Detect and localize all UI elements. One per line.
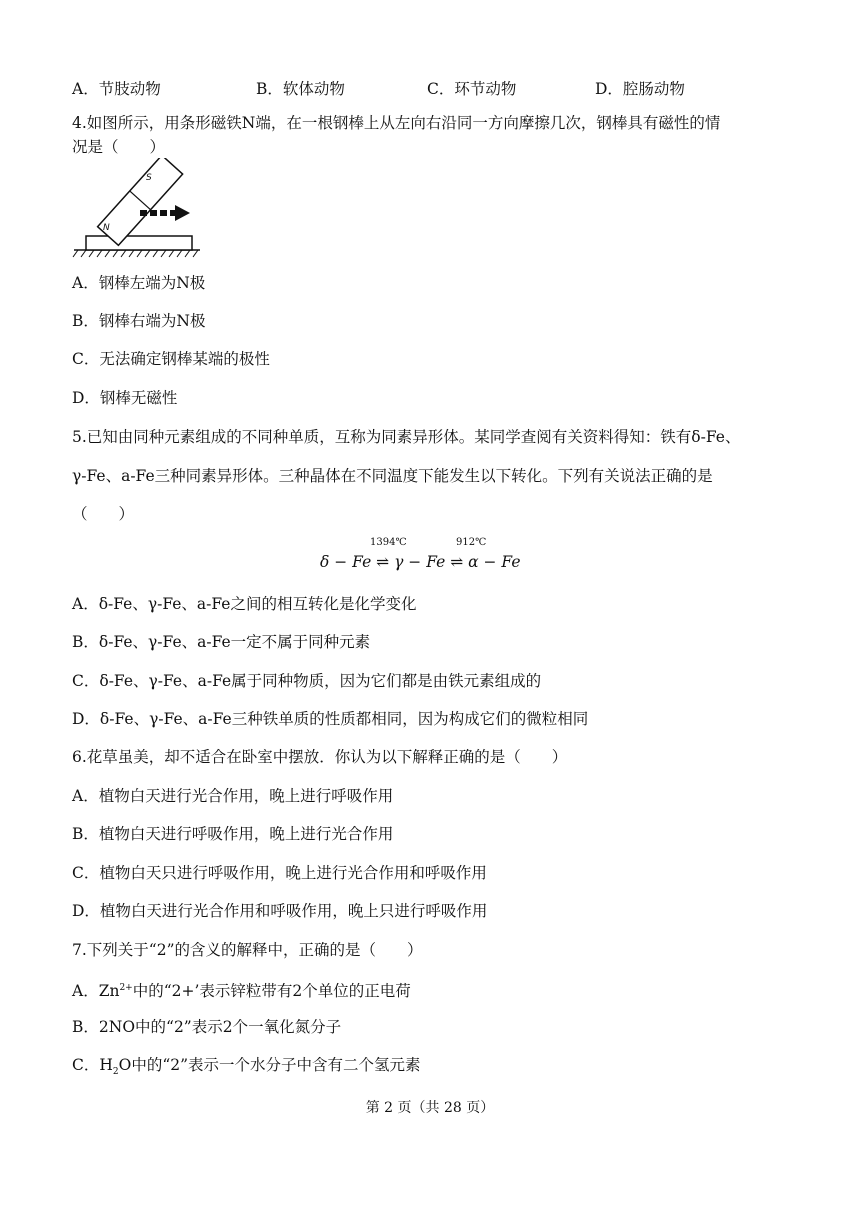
- formula-text: δ − Fe ⇌ γ − Fe ⇌ α − Fe: [320, 553, 521, 571]
- q5-option-d: D．δ-Fe、γ-Fe、a-Fe三种铁单质的性质都相同，因为构成它们的微粒相同: [72, 710, 589, 728]
- q3-option-c: C．环节动物: [427, 80, 517, 98]
- q7-a-suffix: 中的“2+’表示锌粒带有2个单位的正电荷: [132, 982, 411, 1001]
- q7-option-c: [72, 1054, 800, 1083]
- q7-c-subscript: 2: [112, 1067, 119, 1078]
- temp-912: 912℃: [456, 537, 487, 548]
- q7-a-superscript: 2+: [119, 983, 133, 993]
- q4-option-a: A．钢棒左端为N极: [72, 274, 206, 292]
- q6-option-b: B．植物白天进行呼吸作用，晚上进行光合作用: [72, 825, 394, 843]
- iron-allotrope-formula: [320, 537, 550, 577]
- steel-bar: [86, 236, 192, 250]
- q7-a-prefix: A．Zn: [72, 982, 120, 1001]
- q6-option-d: D．植物白天进行光合作用和呼吸作用，晚上只进行呼吸作用: [72, 902, 488, 920]
- q4-stem-line1: 4.如图所示，用条形磁铁N端，在一根钢棒上从左向右沿同一方向摩擦几次，钢棒具有磁性的情: [72, 114, 721, 132]
- q6-option-a: A．植物白天进行光合作用，晚上进行呼吸作用: [72, 787, 394, 805]
- q7-c-prefix: C．H: [72, 1056, 113, 1074]
- q7-option-a: [72, 977, 800, 1002]
- magnet-n-label: N: [103, 223, 110, 233]
- q4-option-c: C．无法确定钢棒某端的极性: [72, 350, 270, 368]
- temp-1394: 1394℃: [370, 537, 407, 548]
- q3-option-d: D．腔肠动物: [595, 80, 685, 98]
- magnet-s-label: S: [146, 173, 152, 183]
- q4-option-d: D．钢棒无磁性: [72, 389, 178, 407]
- q5-stem-line3: （ ）: [72, 505, 135, 523]
- q3-option-a: A．节肢动物: [72, 80, 161, 98]
- q5-option-a: A．δ-Fe、γ-Fe、a-Fe之间的相互转化是化学变化: [72, 595, 417, 613]
- q4-option-b: B．钢棒右端为N极: [72, 312, 206, 330]
- q7-option-b: B．2NO中的“2”表示2个一氧化氮分子: [72, 1018, 342, 1036]
- q5-stem-line1: 5.已知由同种元素组成的不同种单质，互称为同素异形体。某同学查阅有关资料得知：铁有δ-Fe、: [72, 428, 741, 446]
- q5-option-c: C．δ-Fe、γ-Fe、a-Fe属于同种物质，因为它们都是由铁元素组成的: [72, 672, 542, 690]
- q5-stem-line2: γ-Fe、a-Fe三种同素异形体。三种晶体在不同温度下能发生以下转化。下列有关说法正确的是: [72, 467, 713, 485]
- q5-option-b: B．δ-Fe、γ-Fe、a-Fe一定不属于同种元素: [72, 633, 371, 651]
- bar-magnet: [98, 158, 183, 245]
- magnet-rubbing-figure: [72, 158, 202, 270]
- q4-stem-line2: 况是（ ）: [72, 138, 166, 156]
- q6-option-c: C．植物白天只进行呼吸作用，晚上进行光合作用和呼吸作用: [72, 864, 487, 882]
- q7-c-suffix: O中的“2”表示一个水分子中含有二个氢元素: [118, 1056, 421, 1074]
- q7-stem: 7.下列关于“2”的含义的解释中，正确的是（ ）: [72, 941, 423, 959]
- q6-stem: 6.花草虽美，却不适合在卧室中摆放．你认为以下解释正确的是（ ）: [72, 748, 568, 766]
- page-footer: 第 2 页（共 28 页）: [365, 1100, 495, 1116]
- q3-option-b: B．软体动物: [256, 80, 345, 98]
